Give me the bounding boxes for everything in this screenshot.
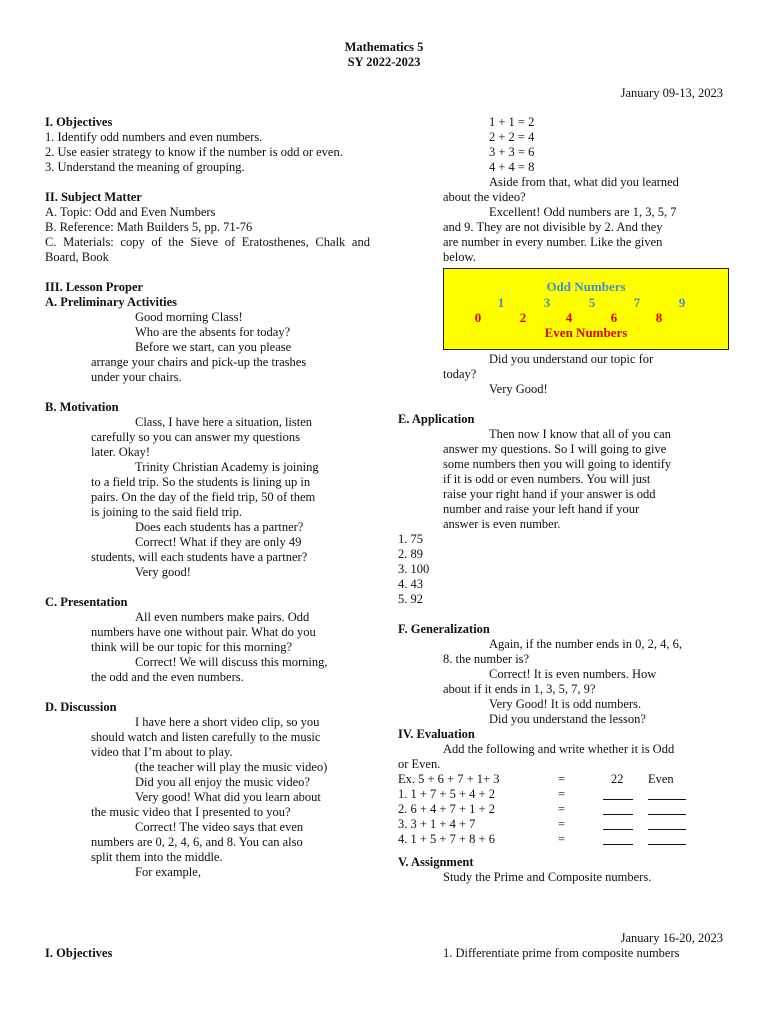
even-number: 4	[565, 310, 573, 325]
text-line: (the teacher will play the music video)	[135, 760, 328, 774]
text-line: video that I’m about to play.	[91, 745, 233, 759]
text-line: Very Good!	[489, 382, 548, 396]
text-line: think will be our topic for this morning?	[91, 640, 293, 654]
text-line: answer my questions. So I will going to give	[443, 442, 667, 456]
text-line: Who are the absents for today?	[135, 325, 291, 339]
evaluation-row	[398, 832, 723, 847]
discussion-heading: D. Discussion	[45, 700, 117, 714]
text-line: Very good!	[135, 565, 191, 579]
text-line: arrange your chairs and pick-up the trashes	[91, 355, 307, 369]
text-line: I have here a short video clip, so you	[135, 715, 320, 729]
subject-matter-item: B. Reference: Math Builders 5, pp. 71-76	[45, 220, 253, 234]
text-line: For example,	[135, 865, 201, 879]
odd-number: 7	[633, 295, 641, 310]
evaluation-row	[398, 772, 723, 787]
equals-sign: =	[558, 772, 566, 786]
odd-number: 1	[497, 295, 505, 310]
lesson-date: January 09-13, 2023	[620, 86, 723, 100]
text-line: about the video?	[443, 190, 526, 204]
subject-matter-heading: II. Subject Matter	[45, 190, 142, 204]
evaluation-expression: Ex. 5 + 6 + 7 + 1+ 3	[398, 772, 500, 786]
text-line: should watch and listen carefully to the music	[91, 730, 321, 744]
right-column	[398, 115, 723, 885]
application-item: 4. 43	[398, 577, 423, 591]
odd-numbers-row	[444, 295, 728, 310]
odd-numbers-label: Odd Numbers	[546, 279, 626, 294]
left-column	[45, 115, 370, 880]
text-line: Trinity Christian Academy is joining	[135, 460, 319, 474]
evaluation-row	[398, 802, 723, 817]
text-line: Does each students has a partner?	[135, 520, 304, 534]
text-line: number and raise your left hand if your	[443, 502, 640, 516]
presentation-heading: C. Presentation	[45, 595, 128, 609]
text-line: Correct! It is even numbers. How	[489, 667, 657, 681]
text-line: Very good! What did you learn about	[135, 790, 321, 804]
assignment-heading: V. Assignment	[398, 855, 474, 869]
objective-item: 2. Use easier strategy to know if the number is odd or even.	[45, 145, 343, 159]
text-line: carefully so you can answer my questions	[91, 430, 300, 444]
text-line: today?	[443, 367, 477, 381]
generalization-heading: F. Generalization	[398, 622, 490, 636]
text-line: Correct! What if they are only 49	[135, 535, 302, 549]
text-line: if it is odd or even numbers. You will just	[443, 472, 651, 486]
sum-answer: 22	[611, 772, 624, 786]
text-line: Correct! We will discuss this morning,	[135, 655, 328, 669]
evaluation-row	[398, 817, 723, 832]
sum-line: 1 + 1 = 2	[489, 115, 535, 129]
sum-blank[interactable]	[603, 832, 633, 845]
text-line: below.	[443, 250, 476, 264]
evaluation-expression: 3. 3 + 1 + 4 + 7	[398, 817, 476, 831]
text-line: pairs. On the day of the field trip, 50 of them	[91, 490, 316, 504]
text-line: is joining to the said field trip.	[91, 505, 243, 519]
objective-item: 1. Identify odd numbers and even numbers.	[45, 130, 263, 144]
type-blank[interactable]	[648, 817, 686, 830]
application-item: 5. 92	[398, 592, 423, 606]
evaluation-expression: 2. 6 + 4 + 7 + 1 + 2	[398, 802, 495, 816]
sum-blank[interactable]	[603, 787, 633, 800]
text-line: Did you understand our topic for	[489, 352, 654, 366]
text-line: Good morning Class!	[135, 310, 243, 324]
text-line: Excellent! Odd numbers are 1, 3, 5, 7	[489, 205, 677, 219]
text-line: Before we start, can you please	[135, 340, 292, 354]
even-number: 2	[519, 310, 527, 325]
odd-number: 9	[678, 295, 686, 310]
application-heading: E. Application	[398, 412, 475, 426]
objective-item: 3. Understand the meaning of grouping.	[45, 160, 245, 174]
even-number: 6	[610, 310, 618, 325]
text-line: split them into the middle.	[91, 850, 223, 864]
type-answer: Even	[648, 772, 674, 786]
text-line: to a field trip. So the students is lining up in	[91, 475, 311, 489]
lesson-proper-heading: III. Lesson Proper	[45, 280, 144, 294]
sum-line: 3 + 3 = 6	[489, 145, 535, 159]
sum-blank[interactable]	[603, 802, 633, 815]
even-numbers-label: Even Numbers	[544, 325, 628, 340]
even-number: 0	[474, 310, 482, 325]
next-objectives-heading: I. Objectives	[45, 946, 113, 960]
text-line: Class, I have here a situation, listen	[135, 415, 313, 429]
document-title: Mathematics 5	[344, 40, 424, 54]
type-blank[interactable]	[648, 802, 686, 815]
equals-sign: =	[558, 787, 566, 801]
even-number: 8	[655, 310, 663, 325]
type-blank[interactable]	[648, 787, 686, 800]
text-line: Did you understand the lesson?	[489, 712, 646, 726]
equals-sign: =	[558, 832, 566, 846]
odd-even-box	[443, 268, 729, 350]
text-line: the odd and the even numbers.	[91, 670, 244, 684]
text-line: Aside from that, what did you learned	[489, 175, 679, 189]
text-line: or Even.	[398, 757, 441, 771]
evaluation-row	[398, 787, 723, 802]
type-blank[interactable]	[648, 832, 686, 845]
objectives-heading: I. Objectives	[45, 115, 113, 129]
odd-number: 5	[588, 295, 596, 310]
text-line: numbers are 0, 2, 4, 6, and 8. You can also	[91, 835, 303, 849]
text-line: under your chairs.	[91, 370, 182, 384]
sum-line: 2 + 2 = 4	[489, 130, 535, 144]
text-line: about if it ends in 1, 3, 5, 7, 9?	[443, 682, 596, 696]
next-objective-item: 1. Differentiate prime from composite numbers	[443, 946, 680, 960]
next-lesson-date: January 16-20, 2023	[620, 931, 723, 945]
subject-matter-item: A. Topic: Odd and Even Numbers	[45, 205, 216, 219]
sum-blank[interactable]	[603, 817, 633, 830]
text-line: Did you all enjoy the music video?	[135, 775, 310, 789]
text-line: Correct! The video says that even	[135, 820, 304, 834]
text-line: numbers have one without pair. What do you	[91, 625, 316, 639]
text-line: some numbers then you will going to identify	[443, 457, 672, 471]
evaluation-table	[398, 772, 723, 847]
even-numbers-row	[444, 310, 728, 325]
text-line: raise your right hand if your answer is odd	[443, 487, 656, 501]
text-line: 8. the number is?	[443, 652, 530, 666]
text-line: Add the following and write whether it is Odd	[443, 742, 675, 756]
application-item: 2. 89	[398, 547, 423, 561]
motivation-heading: B. Motivation	[45, 400, 119, 414]
school-year: SY 2022-2023	[347, 55, 421, 69]
subject-matter-item: C. Materials: copy of the Sieve of Eratosthenes, Chalk and Board, Book	[45, 235, 370, 264]
equals-sign: =	[558, 802, 566, 816]
evaluation-heading: IV. Evaluation	[398, 727, 475, 741]
text-line: answer is even number.	[443, 517, 561, 531]
text-line: are number in every number. Like the given	[443, 235, 663, 249]
text-line: and 9. They are not divisible by 2. And they	[443, 220, 663, 234]
application-item: 3. 100	[398, 562, 430, 576]
odd-number: 3	[543, 295, 551, 310]
evaluation-expression: 1. 1 + 7 + 5 + 4 + 2	[398, 787, 495, 801]
text-line: Again, if the number ends in 0, 2, 4, 6,	[489, 637, 683, 651]
equals-sign: =	[558, 817, 566, 831]
text-line: students, will each students have a partner?	[91, 550, 308, 564]
sum-line: 4 + 4 = 8	[489, 160, 535, 174]
text-line: Very Good! It is odd numbers.	[489, 697, 642, 711]
text-line: Then now I know that all of you can	[489, 427, 671, 441]
text-line: All even numbers make pairs. Odd	[135, 610, 310, 624]
assignment-text: Study the Prime and Composite numbers.	[443, 870, 652, 884]
text-line: the music video that I presented to you?	[91, 805, 291, 819]
text-line: later. Okay!	[91, 445, 151, 459]
evaluation-expression: 4. 1 + 5 + 7 + 8 + 6	[398, 832, 495, 846]
application-item: 1. 75	[398, 532, 423, 546]
preliminary-heading: A. Preliminary Activities	[45, 295, 178, 309]
